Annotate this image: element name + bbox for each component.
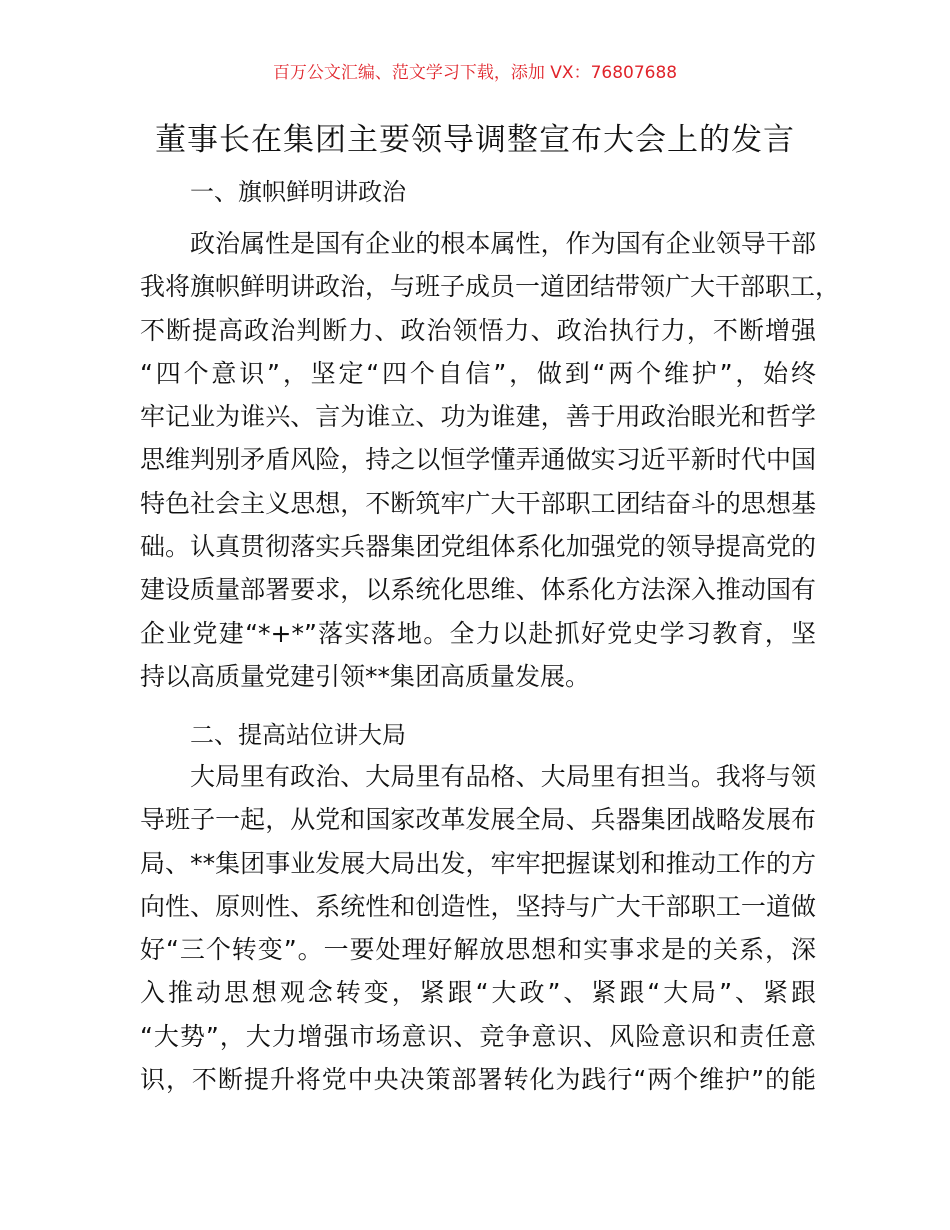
text-line: 我将旗帜鲜明讲政治，与班子成员一道团结带领广大干部职工， (140, 272, 841, 302)
text-line: 导班子一起，从党和国家改革发展全局、兵器集团战略发展布 (140, 805, 816, 835)
text-line: 向性、原则性、系统性和创造性，坚持与广大干部职工一道做 (140, 891, 816, 921)
text-line: 入推动思想观念转变，紧跟“大政”、紧跟“大局”、紧跟 (140, 978, 816, 1008)
text-line: “大势”，大力增强市场意识、竞争意识、风险意识和责任意 (140, 1021, 816, 1051)
text-line: 建设质量部署要求，以系统化思维、体系化方法深入推动国有 (140, 575, 816, 605)
text-line: 础。认真贯彻落实兵器集团党组体系化加强党的领导提高党的 (140, 532, 816, 562)
text-line: 特色社会主义思想，不断筑牢广大干部职工团结奋斗的思想基 (140, 488, 816, 518)
text-line: 牢记业为谁兴、言为谁立、功为谁建，善于用政治眼光和哲学 (140, 402, 816, 432)
text-line: 识，不断提升将党中央决策部署转化为践行“两个维护”的能 (140, 1065, 816, 1095)
text-line: 持以高质量党建引领**集团高质量发展。 (140, 661, 591, 691)
text-line: 局、**集团事业发展大局出发，牢牢把握谋划和推动工作的方 (140, 848, 816, 878)
text-line: 思维判别矛盾风险，持之以恒学懂弄通做实习近平新时代中国 (140, 445, 816, 475)
text-line: 政治属性是国有企业的根本属性，作为国有企业领导干部 (190, 229, 816, 258)
section-heading-2: 二、提高站位讲大局 (190, 721, 406, 749)
watermark-banner: 百万公文汇编、范文学习下载，添加 VX：76807688 (272, 63, 678, 83)
text-line: 不断提高政治判断力、政治领悟力、政治执行力，不断增强 (140, 315, 816, 345)
section-2-paragraph (140, 755, 816, 1101)
text-line: 大局里有政治、大局里有品格、大局里有担当。我将与领 (190, 762, 816, 791)
text-line: 好“三个转变”。一要处理好解放思想和实事求是的关系，深 (140, 935, 816, 965)
section-1-paragraph (140, 222, 841, 698)
text-line: 企业党建“*+*”落实落地。全力以赴抓好党史学习教育，坚 (140, 618, 816, 648)
section-heading-1: 一、旗帜鲜明讲政治 (190, 178, 406, 206)
text-line: “四个意识”，坚定“四个自信”，做到“两个维护”，始终 (140, 358, 816, 388)
document-title: 董事长在集团主要领导调整宣布大会上的发言 (155, 122, 795, 158)
